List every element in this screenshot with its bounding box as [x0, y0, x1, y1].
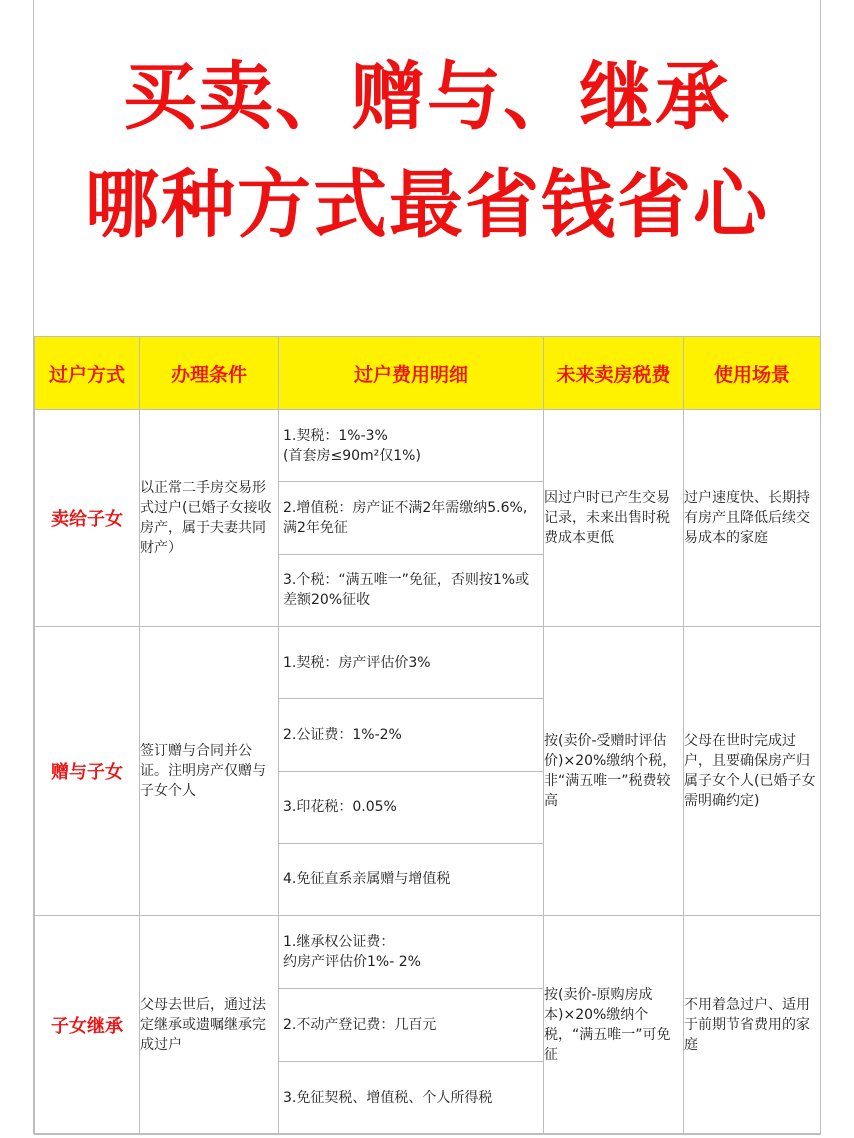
fee-item: 1.契税：1%-3% (首套房≤90m²仅1%) [283, 427, 421, 464]
title-line-2: 哪种方式最省钱省心 [85, 162, 769, 248]
scenario-cell: 不用着急过户、适用于前期节省费用的家庭 [684, 916, 821, 1135]
scenario-cell: 父母在世时完成过户，且要确保房产归属子女个人(已婚子女需明确约定) [684, 627, 821, 916]
comparison-table [34, 336, 821, 1135]
future-tax-cell: 按(卖价-原购房成本)×20%缴纳个税，“满五唯一”可免征 [544, 916, 684, 1135]
infographic-frame [33, 0, 821, 1134]
fee-item: 4.免征直系亲属赠与增值税 [279, 843, 543, 915]
method-cell: 赠与子女 [35, 627, 140, 916]
fee-list [279, 410, 543, 626]
header-fees: 过户费用明细 [279, 337, 544, 410]
table-row-sell [35, 410, 821, 627]
table-row-inherit [35, 916, 821, 1135]
fee-item: 3.印花税：0.05% [279, 771, 543, 843]
condition-cell: 以正常二手房交易形式过户(已婚子女接收房产，属于夫妻共同财产） [140, 410, 279, 627]
title-line-1: 买卖、赠与、继承 [123, 54, 731, 140]
table-row-gift [35, 627, 821, 916]
fee-item: 3.个税：“满五唯一”免征，否则按1%或差额20%征收 [279, 554, 543, 626]
fee-list [279, 916, 543, 1134]
condition-cell: 签订赠与合同并公证。注明房产仅赠与子女个人 [140, 627, 279, 916]
table-header-row [35, 337, 821, 410]
future-tax-cell: 因过户时已产生交易记录，未来出售时税费成本更低 [544, 410, 684, 627]
fees-cell [279, 627, 544, 916]
fee-item: 3.免征契税、增值税、个人所得税 [279, 1061, 543, 1134]
fee-item: 2.不动产登记费：几百元 [279, 988, 543, 1061]
fee-list [279, 627, 543, 915]
header-condition: 办理条件 [140, 337, 279, 410]
fees-cell [279, 916, 544, 1135]
fees-cell [279, 410, 544, 627]
header-method: 过户方式 [35, 337, 140, 410]
future-tax-cell: 按(卖价-受赠时评估价)×20%缴纳个税，非“满五唯一”税费较高 [544, 627, 684, 916]
fee-item: 2.公证费：1%-2% [279, 698, 543, 770]
method-cell: 子女继承 [35, 916, 140, 1135]
title-area [34, 0, 820, 336]
fee-item: 1.继承权公证费： 约房产评估价1%- 2% [283, 934, 421, 970]
header-future-tax: 未来卖房税费 [544, 337, 684, 410]
fee-item: 1.契税：房产评估价3% [283, 654, 431, 671]
method-cell: 卖给子女 [35, 410, 140, 627]
fee-item: 2.增值税：房产证不满2年需缴纳5.6%,满2年免征 [279, 481, 543, 553]
condition-cell: 父母去世后，通过法定继承或遗嘱继承完成过户 [140, 916, 279, 1135]
header-scenario: 使用场景 [684, 337, 821, 410]
scenario-cell: 过户速度快、长期持有房产且降低后续交易成本的家庭 [684, 410, 821, 627]
